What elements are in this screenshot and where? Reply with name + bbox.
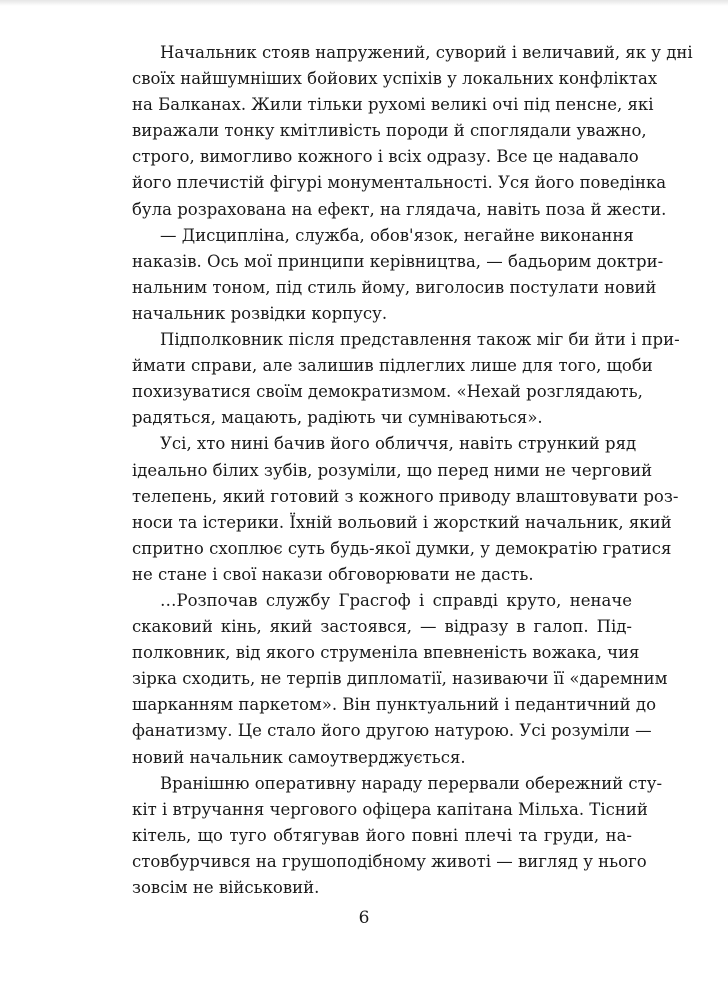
text-line: кітель, що туго обтягував його повні плечі та груди, на- xyxy=(132,825,632,845)
paragraph-6 xyxy=(132,771,663,901)
text-line: його плечистій фігурі монументальності. Уся його поведінка xyxy=(132,173,667,193)
text-line: начальник розвідки корпусу. xyxy=(132,303,388,323)
text-line: телепень, який готовий з кожного приводу влаштовувати роз- xyxy=(132,486,679,506)
text-line: Усі, хто нині бачив його обличчя, навіть стрункий ряд xyxy=(160,434,637,454)
text-line: зовсім не військовий. xyxy=(132,878,320,897)
text-line: на Балканах. Жили тільки рухомі великі очі під пенсне, які xyxy=(132,95,654,115)
text-line: своїх найшумніших бойових успіхів у локальних конфліктах xyxy=(132,69,658,89)
text-line: радяться, мацають, радіють чи сумніваються». xyxy=(132,408,543,428)
text-line: похизуватися своїм демократизмом. «Нехай розглядають, xyxy=(132,382,643,402)
text-line: виражали тонку кмітливість породи й споглядали уважно, xyxy=(132,121,647,141)
text-line: Начальник стояв напружений, суворий і величавий, як у дні xyxy=(160,43,693,62)
text-line: полковник, від якого струменіла впевненість вожака, чия xyxy=(132,643,640,663)
paragraph-2 xyxy=(132,223,664,327)
page-text-body xyxy=(132,40,693,901)
text-line: …Розпочав службу Грасгоф і справді круто, неначе xyxy=(160,590,632,610)
text-line: носи та істерики. Їхній вольовий і жорсткий начальник, який xyxy=(132,512,672,532)
text-line: фанатизму. Це стало його другою натурою. Усі розуміли — xyxy=(132,721,652,741)
text-line: строго, вимогливо кожного і всіх одразу. Все це надавало xyxy=(132,147,639,167)
text-line: кіт і втручання чергового офіцера капітана Мільха. Тісний xyxy=(132,799,648,819)
page-top-shadow xyxy=(0,0,728,6)
text-line: спритно схоплює суть будь-якої думки, у демократію гратися xyxy=(132,538,672,558)
text-line: стовбурчився на грушоподібному животі — вигляд у нього xyxy=(132,851,647,871)
text-line: ймати справи, але залишив підлеглих лише для того, щоби xyxy=(132,356,653,376)
text-line: скаковий кінь, який застоявся, — відразу в галоп. Під- xyxy=(132,617,632,637)
paragraph-3 xyxy=(132,327,680,431)
text-line: — Дисципліна, служба, обов'язок, негайне виконання xyxy=(160,225,634,245)
text-line: нальним тоном, під стиль йому, виголосив постулати новий xyxy=(132,277,657,297)
text-line: шарканням паркетом». Він пунктуальний і педантичний до xyxy=(132,695,657,715)
text-line: Підполковник після представлення також міг би йти і при- xyxy=(160,330,680,350)
paragraph-1 xyxy=(132,40,693,223)
text-line: зірка сходить, не терпів дипломатії, називаючи її «даремним xyxy=(132,669,668,689)
text-line: наказів. Ось мої принципи керівництва, — бадьорим доктри- xyxy=(132,251,664,271)
page-number: 6 xyxy=(358,908,370,928)
text-line: була розрахована на ефект, на глядача, навіть поза й жести. xyxy=(132,199,667,219)
text-line: новий начальник самоутверджується. xyxy=(132,747,466,767)
paragraph-5 xyxy=(132,588,668,771)
text-line: Вранішню оперативну нараду перервали обережний сту- xyxy=(160,773,663,793)
paragraph-4 xyxy=(132,431,679,588)
text-line: не стане і свої накази обговорювати не дасть. xyxy=(132,564,534,584)
text-line: ідеально білих зубів, розуміли, що перед ними не черговий xyxy=(132,460,653,480)
